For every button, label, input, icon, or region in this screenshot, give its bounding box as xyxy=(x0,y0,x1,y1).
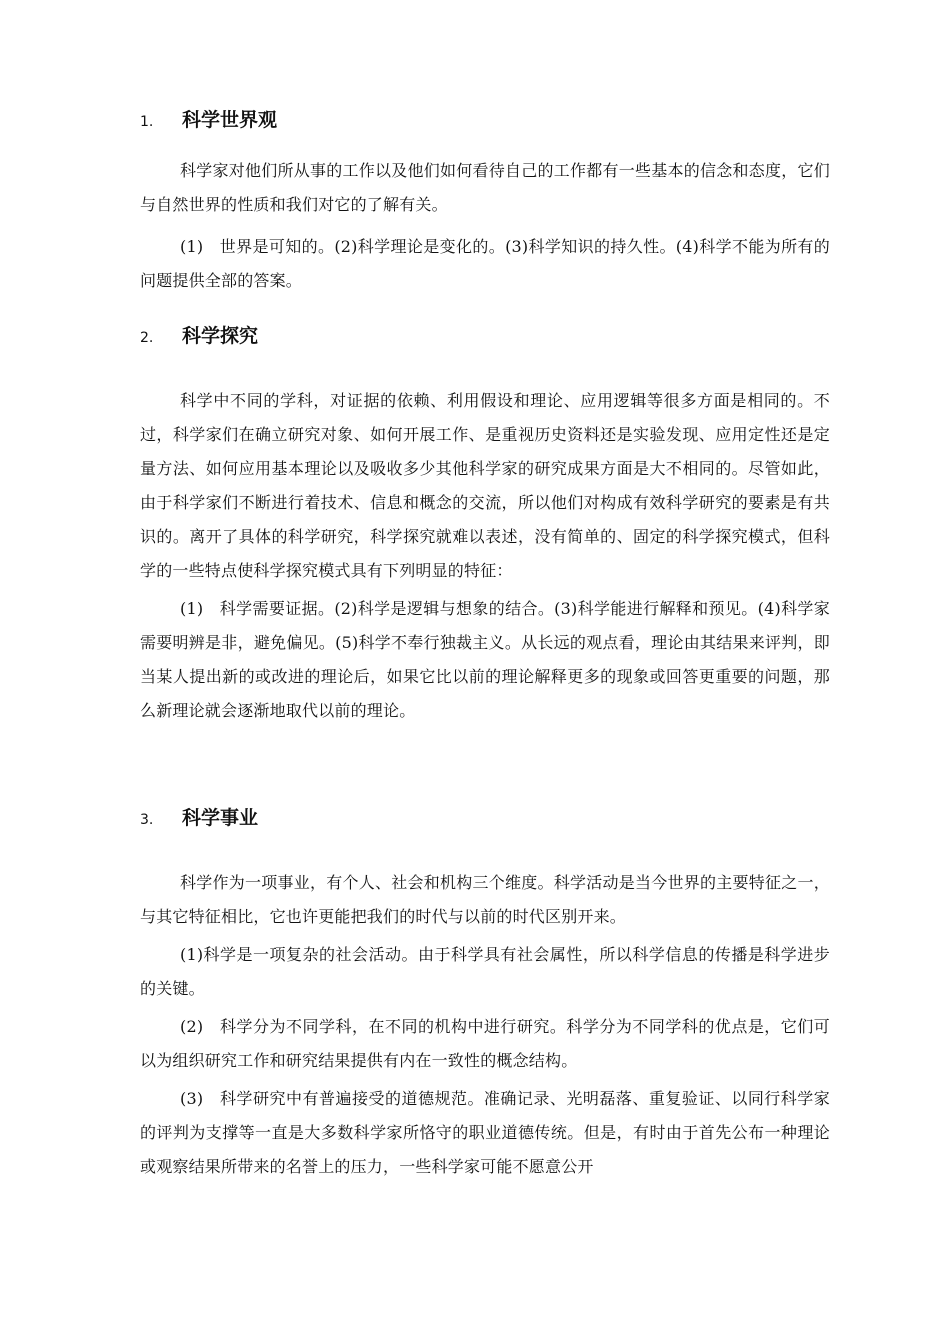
paragraph: (1) 世界是可知的。(2)科学理论是变化的。(3)科学知识的持久性。(4)科学不能为所有的问题提供全部的答案。 xyxy=(140,237,830,290)
paragraph: 科学作为一项事业，有个人、社会和机构三个维度。科学活动是当今世界的主要特征之一，与其它特征相比，它也许更能把我们的时代与以前的时代区别开来。 xyxy=(140,873,830,926)
paragraph: (1) 科学需要证据。(2)科学是逻辑与想象的结合。(3)科学能进行解释和预见。(4)科学家需要明辨是非，避免偏见。(5)科学不奉行独裁主义。从长远的观点看，理论由其结果来评判，即当某人提出新的或改进的理论后，如果它比以前的理论解释更多的现象或回答更重要的问题，那么新理论就会逐渐地取代以前的理论。 xyxy=(140,599,830,720)
paragraph: (3) 科学研究中有普遍接受的道德规范。准确记录、光明磊落、重复验证、以同行科学家的评判为支撑等一直是大多数科学家所恪守的职业道德传统。但是，有时由于首先公布一种理论或观察结果所带来的名誉上的压力，一些科学家可能不愿意公开 xyxy=(140,1089,830,1176)
section-inquiry xyxy=(140,324,830,728)
section-heading xyxy=(140,324,830,350)
paragraph: 科学家对他们所从事的工作以及他们如何看待自己的工作都有一些基本的信念和态度，它们与自然世界的性质和我们对它的了解有关。 xyxy=(140,161,830,214)
section-title: 科学世界观 xyxy=(182,109,278,131)
paragraph: (2) 科学分为不同学科，在不同的机构中进行研究。科学分为不同学科的优点是，它们可以为组织研究工作和研究结果提供有内在一致性的概念结构。 xyxy=(140,1017,830,1070)
section-enterprise xyxy=(140,806,830,1184)
section-heading xyxy=(140,806,830,832)
section-heading xyxy=(140,108,830,134)
section-title: 科学探究 xyxy=(182,325,259,347)
section-number: 1. xyxy=(140,114,154,130)
section-number: 2. xyxy=(140,330,154,346)
section-title: 科学事业 xyxy=(182,807,259,829)
section-worldview xyxy=(140,108,830,298)
paragraph: 科学中不同的学科，对证据的依赖、利用假设和理论、应用逻辑等很多方面是相同的。不过，科学家们在确立研究对象、如何开展工作、是重视历史资料还是实验发现、应用定性还是定量方法、如何应用基本理论以及吸收多少其他科学家的研究成果方面是大不相同的。尽管如此，由于科学家们不断进行着技术、信息和概念的交流，所以他们对构成有效科学研究的要素是有共识的。离开了具体的科学研究，科学探究就难以表述，没有简单的、固定的科学探究模式，但科学的一些特点使科学探究模式具有下列明显的特征： xyxy=(140,391,830,580)
section-number: 3. xyxy=(140,812,154,828)
paragraph: (1)科学是一项复杂的社会活动。由于科学具有社会属性，所以科学信息的传播是科学进步的关键。 xyxy=(140,945,830,998)
